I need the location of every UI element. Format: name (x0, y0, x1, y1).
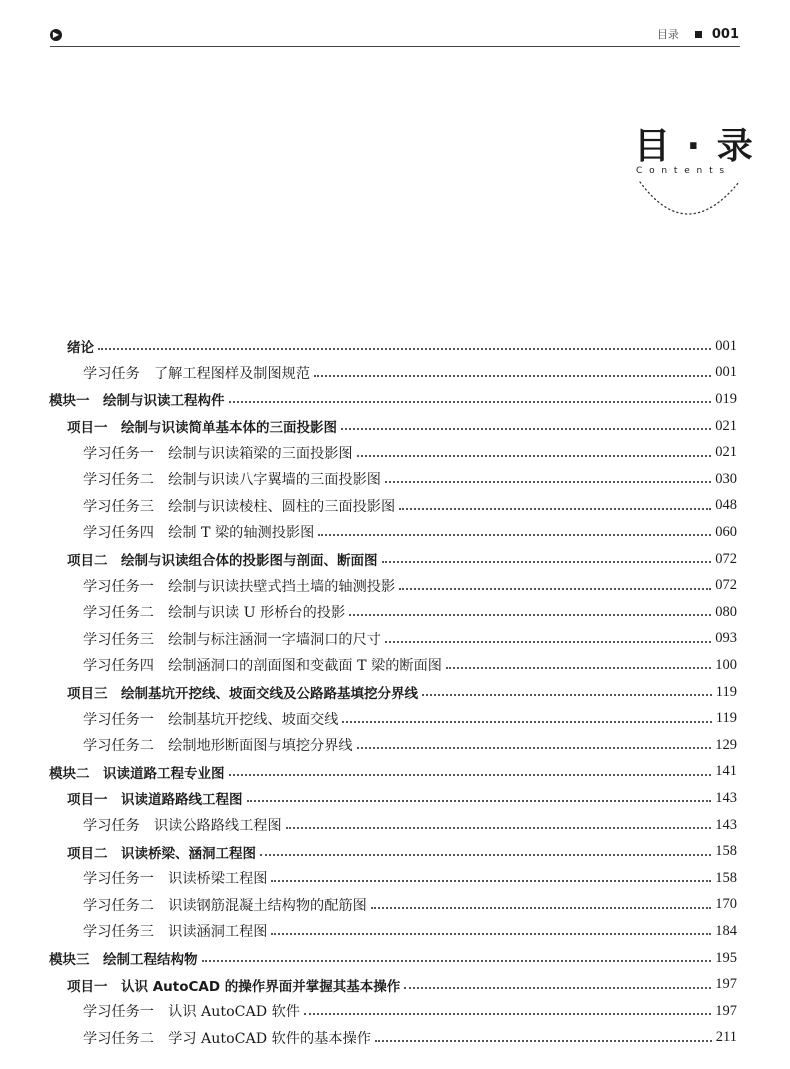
toc-entry-title: 学习任务二 识读钢筋混凝土结构物的配筋图 (83, 897, 367, 914)
toc-entry-title: 项目二 绘制与识读组合体的投影图与剖面、断面图 (67, 553, 378, 570)
toc-entry[interactable] (83, 918, 737, 945)
toc-entry-title: 学习任务四 绘制 T 梁的轴测投影图 (83, 525, 315, 542)
toc-entry-title: 模块三 绘制工程结构物 (49, 952, 198, 969)
toc-leader-dots (404, 987, 711, 989)
toc-entry-title: 学习任务一 绘制基坑开挖线、坡面交线 (83, 711, 339, 728)
toc-entry-page: 143 (715, 816, 737, 833)
toc-entry[interactable] (83, 519, 737, 546)
toc-entry[interactable] (67, 413, 737, 440)
toc-entry-page: 030 (715, 470, 737, 487)
toc-leader-dots (318, 534, 711, 536)
toc-leader-dots (314, 375, 711, 377)
toc-entry-title: 学习任务一 识读桥梁工程图 (83, 871, 268, 888)
toc-entry-title: 项目一 绘制与识读简单基本体的三面投影图 (67, 420, 337, 437)
toc-entry[interactable] (83, 572, 737, 599)
toc-entry[interactable] (83, 812, 737, 839)
toc-entry-page: 080 (715, 603, 737, 620)
toc-entry-page: 060 (715, 523, 737, 540)
toc-entry-page: 072 (715, 577, 737, 594)
toc-entry[interactable] (83, 493, 737, 520)
toc-entry[interactable] (67, 333, 737, 360)
toc-entry-title: 学习任务二 绘制与识读 U 形桥台的投影 (83, 605, 346, 622)
page-subtitle: Contents (636, 166, 731, 176)
toc-leader-dots (304, 1013, 711, 1015)
toc-entry-title: 项目二 识读桥梁、涵洞工程图 (67, 845, 256, 862)
toc-entry-page: 158 (715, 869, 737, 886)
toc-leader-dots (260, 854, 711, 856)
toc-entry-title: 学习任务四 绘制涵洞口的剖面图和变截面 T 梁的断面图 (83, 658, 442, 675)
toc-leader-dots (382, 561, 712, 563)
toc-entry[interactable] (83, 652, 737, 679)
toc-leader-dots (422, 694, 712, 696)
toc-entry[interactable] (67, 785, 737, 812)
toc-entry[interactable] (83, 998, 737, 1025)
toc-entry[interactable] (83, 1025, 737, 1052)
header-page-number: 001 (711, 26, 739, 42)
toc-entry-title: 项目一 识读道路路线工程图 (67, 792, 243, 809)
toc-entry-title: 模块一 绘制与识读工程构件 (49, 393, 225, 410)
toc-entry-title: 学习任务三 绘制与识读棱柱、圆柱的三面投影图 (83, 498, 396, 515)
toc-entry-page: 072 (715, 550, 737, 567)
toc-entry-title: 学习任务二 绘制地形断面图与填挖分界线 (83, 738, 353, 755)
toc-entry[interactable] (83, 466, 737, 493)
toc-leader-dots (202, 960, 712, 962)
square-bullet-icon (695, 31, 702, 38)
toc-leader-dots (399, 588, 711, 590)
toc-leader-dots (375, 1040, 712, 1042)
toc-entry[interactable] (49, 759, 737, 786)
toc-entry[interactable] (49, 386, 737, 413)
toc-entry-title: 项目一 认识 AutoCAD 的操作界面并掌握其基本操作 (67, 978, 401, 995)
toc-entry[interactable] (83, 626, 737, 653)
toc-leader-dots (349, 614, 711, 616)
toc-leader-dots (271, 933, 711, 935)
toc-entry-page: 100 (715, 656, 737, 673)
toc-entry-page: 119 (715, 710, 737, 727)
toc-leader-dots (385, 481, 711, 483)
toc-leader-dots (371, 907, 711, 909)
toc-entry-page: 129 (715, 736, 737, 753)
toc-entry[interactable] (83, 705, 737, 732)
toc-entry[interactable] (83, 732, 737, 759)
toc-entry-page: 048 (715, 497, 737, 514)
toc-entry-page: 021 (715, 444, 737, 461)
toc-entry-page: 158 (715, 843, 737, 860)
toc-entry-title: 学习任务三 识读涵洞工程图 (83, 924, 268, 941)
toc-entry-page: 197 (715, 976, 737, 993)
toc-entry[interactable] (67, 838, 737, 865)
toc-leader-dots (357, 747, 712, 749)
toc-entry[interactable] (67, 546, 737, 573)
toc-leader-dots (271, 880, 711, 882)
toc-leader-dots (98, 348, 711, 350)
toc-entry-page: 143 (715, 789, 737, 806)
play-circle-icon: ▶ (50, 29, 62, 41)
toc-leader-dots (342, 721, 711, 723)
toc-entry-page: 019 (715, 390, 737, 407)
toc-leader-dots (286, 827, 712, 829)
toc-entry-page: 021 (715, 417, 737, 434)
toc-entry-page: 197 (715, 1002, 737, 1019)
contents-title-block (620, 118, 760, 228)
toc-entry[interactable] (67, 679, 737, 706)
toc-entry-title: 学习任务 识读公路路线工程图 (83, 818, 282, 835)
toc-entry[interactable] (67, 971, 737, 998)
toc-entry[interactable] (49, 945, 737, 972)
toc-entry-page: 195 (715, 949, 737, 966)
toc-entry-title: 学习任务一 认识 AutoCAD 软件 (83, 1004, 300, 1021)
toc-entry-title: 学习任务一 绘制与识读箱梁的三面投影图 (83, 445, 353, 462)
toc-entry-title: 项目三 绘制基坑开挖线、坡面交线及公路路基填挖分界线 (67, 686, 418, 703)
header-rule (50, 46, 740, 47)
header-section-label: 目录 (656, 28, 679, 41)
toc-entry-page: 141 (715, 763, 737, 780)
toc-leader-dots (247, 800, 712, 802)
toc-entry-title: 学习任务二 绘制与识读八字翼墙的三面投影图 (83, 472, 381, 489)
toc-leader-dots (229, 774, 712, 776)
toc-leader-dots (341, 428, 711, 430)
toc-entry-page: 001 (715, 364, 737, 381)
toc-leader-dots (385, 641, 711, 643)
toc-entry-title: 学习任务 了解工程图样及制图规范 (83, 365, 311, 382)
toc-leader-dots (399, 508, 711, 510)
page-title: 目 · 录 (634, 126, 755, 167)
toc-entry-title: 学习任务二 学习 AutoCAD 软件的基本操作 (83, 1030, 371, 1047)
toc-entry-title: 绪论 (67, 340, 94, 357)
toc-entry-page: 119 (715, 683, 737, 700)
toc-entry-title: 模块二 识读道路工程专业图 (49, 765, 225, 782)
toc-entry[interactable] (83, 439, 737, 466)
toc-entry[interactable] (83, 599, 737, 626)
toc-entry-title: 学习任务三 绘制与标注涵洞一字墙洞口的尺寸 (83, 631, 381, 648)
toc-entry-title: 学习任务一 绘制与识读扶壁式挡土墙的轴测投影 (83, 578, 396, 595)
toc-leader-dots (357, 455, 712, 457)
toc-entry-page: 001 (715, 337, 737, 354)
toc-entry[interactable] (83, 360, 737, 387)
dotted-arc-ornament (635, 176, 745, 226)
toc-entry-page: 184 (715, 922, 737, 939)
toc-entry-page: 170 (715, 896, 737, 913)
toc-leader-dots (229, 401, 712, 403)
toc-entry-page: 211 (715, 1029, 737, 1046)
toc-leader-dots (446, 667, 711, 669)
toc-entry[interactable] (83, 892, 737, 919)
running-header (657, 26, 739, 42)
toc-entry[interactable] (83, 865, 737, 892)
toc-entry-page: 093 (715, 630, 737, 647)
